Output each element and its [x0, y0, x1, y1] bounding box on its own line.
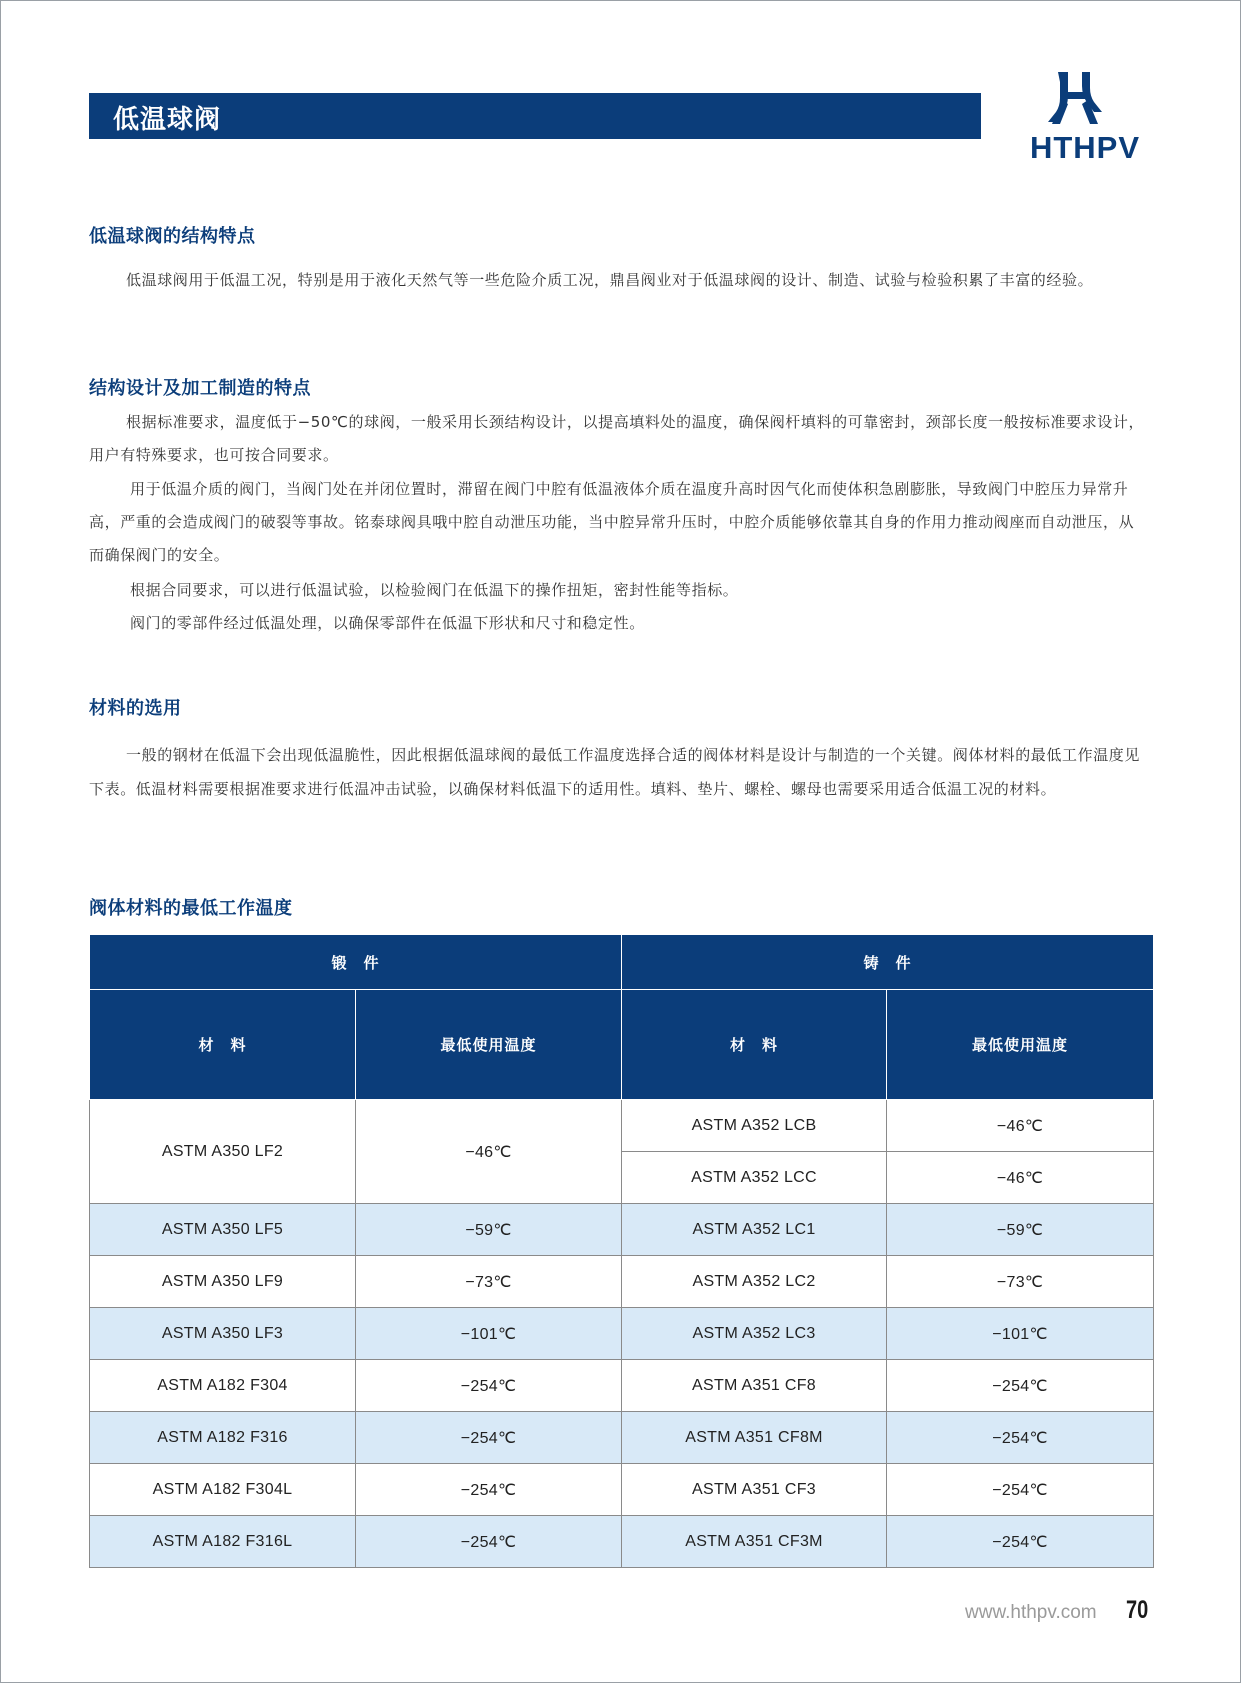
paragraph-design-1: 根据标准要求，温度低于−50℃的球阀，一般采用长颈结构设计，以提高填料处的温度，确保阀杆填料的可靠密封，颈部长度一般按标准要求设计，用户有特殊要求，也可按合同要求。: [89, 413, 1145, 464]
footer-url: www.hthpv.com: [965, 1602, 1097, 1623]
cast-material-cell: ASTM A352 LC1: [622, 1204, 887, 1256]
header-cast: 铸 件: [622, 935, 1154, 990]
forged-material-cell: ASTM A182 F304L: [90, 1464, 356, 1516]
header-cast-temp: 最低使用温度: [887, 990, 1154, 1100]
cast-temp-cell: −254℃: [887, 1412, 1154, 1464]
section-heading-design: 结构设计及加工制造的特点: [89, 378, 311, 399]
material-temperature-table: [89, 935, 1154, 1568]
cast-material-cell: ASTM A351 CF8M: [622, 1412, 887, 1464]
paragraph-design-3: 根据合同要求，可以进行低温试验，以检验阀门在低温下的操作扭矩，密封性能等指标。: [130, 581, 739, 599]
logo-text: HTHPV: [1029, 130, 1141, 165]
table-row: [90, 1256, 1154, 1308]
paragraph-design-2: 用于低温介质的阀门，当阀门处在并闭位置时，滞留在阀门中腔有低温液体介质在温度升高时因气化而使体积急剧膨胀，导致阀门中腔压力异常升高，严重的会造成阀门的破裂等事故。铭泰球阀具哦中腔自动泄压功能，当中腔异常升压时，中腔介质能够依靠其自身的作用力推动阀座而自动泄压，从而确保阀门的安全。: [89, 480, 1135, 564]
section-heading-materials: 材料的选用: [89, 698, 182, 719]
cast-temp-cell: −73℃: [887, 1256, 1154, 1308]
table-row: [90, 1308, 1154, 1360]
table-row: [90, 1204, 1154, 1256]
paragraph-materials: 一般的钢材在低温下会出现低温脆性，因此根据低温球阀的最低工作温度选择合适的阀体材料是设计与制造的一个关键。阀体材料的最低工作温度见下表。低温材料需要根据准要求进行低温冲击试验，以确保材料低温下的适用性。填料、垫片、螺栓、螺母也需要采用适合低温工况的材料。: [89, 746, 1141, 798]
table-row: [90, 1412, 1154, 1464]
forged-temp-cell: −101℃: [356, 1308, 622, 1360]
table-row: [90, 1516, 1154, 1568]
forged-material-cell: ASTM A350 LF5: [90, 1204, 356, 1256]
cast-temp-cell: −254℃: [887, 1360, 1154, 1412]
header-forged-temp: 最低使用温度: [356, 990, 622, 1100]
page-number: 70: [1126, 1596, 1149, 1624]
table-row: [90, 1360, 1154, 1412]
forged-material-cell: ASTM A350 LF9: [90, 1256, 356, 1308]
forged-material-cell: ASTM A350 LF2: [90, 1100, 356, 1204]
cast-material-cell: ASTM A351 CF3M: [622, 1516, 887, 1568]
cast-material-cell: ASTM A352 LCC: [622, 1152, 887, 1204]
cast-temp-cell: −46℃: [887, 1152, 1154, 1204]
forged-temp-cell: −254℃: [356, 1412, 622, 1464]
cast-material-cell: ASTM A352 LC2: [622, 1256, 887, 1308]
section-heading-structure: 低温球阀的结构特点: [89, 226, 256, 247]
table-row: [90, 1100, 1154, 1152]
cast-material-cell: ASTM A351 CF8: [622, 1360, 887, 1412]
hthpv-logo: [1010, 70, 1160, 165]
cast-temp-cell: −254℃: [887, 1516, 1154, 1568]
forged-temp-cell: −59℃: [356, 1204, 622, 1256]
forged-material-cell: ASTM A350 LF3: [90, 1308, 356, 1360]
forged-temp-cell: −46℃: [356, 1100, 622, 1204]
cast-temp-cell: −254℃: [887, 1464, 1154, 1516]
forged-temp-cell: −254℃: [356, 1516, 622, 1568]
forged-material-cell: ASTM A182 F304: [90, 1360, 356, 1412]
cast-material-cell: ASTM A352 LC3: [622, 1308, 887, 1360]
page-title: 低温球阀: [113, 105, 222, 135]
cast-temp-cell: −101℃: [887, 1308, 1154, 1360]
forged-material-cell: ASTM A182 F316: [90, 1412, 356, 1464]
header-forged-material: 材 料: [90, 990, 356, 1100]
cast-material-cell: ASTM A351 CF3: [622, 1464, 887, 1516]
cast-temp-cell: −46℃: [887, 1100, 1154, 1152]
table-row: [90, 1464, 1154, 1516]
forged-material-cell: ASTM A182 F316L: [90, 1516, 356, 1568]
forged-temp-cell: −73℃: [356, 1256, 622, 1308]
header-cast-material: 材 料: [622, 990, 887, 1100]
header-forged: 锻 件: [90, 935, 622, 990]
forged-temp-cell: −254℃: [356, 1360, 622, 1412]
paragraph-structure: 低温球阀用于低温工况，特别是用于液化天然气等一些危险介质工况，鼎昌阀业对于低温球阀的设计、制造、试验与检验积累了丰富的经验。: [126, 271, 1094, 289]
cast-material-cell: ASTM A352 LCB: [622, 1100, 887, 1152]
paragraph-design-4: 阀门的零部件经过低温处理，以确保零部件在低温下形状和尺寸和稳定性。: [130, 614, 645, 632]
cast-temp-cell: −59℃: [887, 1204, 1154, 1256]
forged-temp-cell: −254℃: [356, 1464, 622, 1516]
page-title-bar: [89, 93, 981, 139]
table-heading: 阀体材料的最低工作温度: [89, 898, 293, 919]
